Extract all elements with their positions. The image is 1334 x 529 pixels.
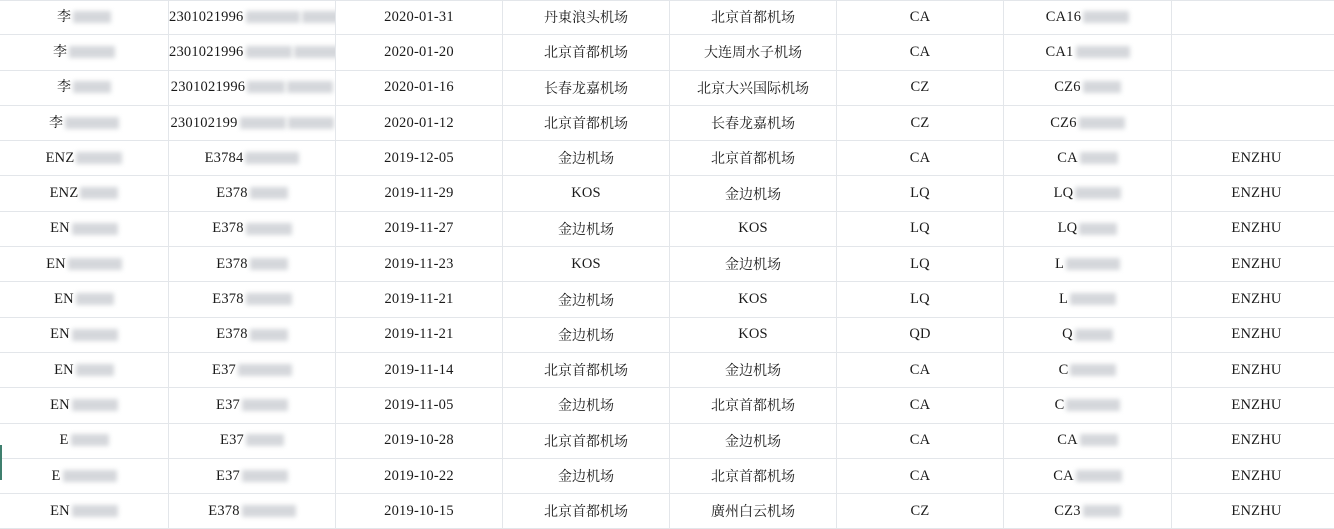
cell-flight-number: [1004, 388, 1172, 423]
passenger-name-text: 李: [49, 116, 63, 130]
cell-departure-airport: KOS: [503, 247, 670, 282]
redaction-blur: [1075, 329, 1113, 341]
cell-passenger-name: [0, 0, 169, 35]
cell-departure-airport: KOS: [503, 176, 670, 211]
redaction-blur: [245, 152, 299, 164]
cell-flight-date: 2019-11-27: [336, 211, 503, 246]
flight-number-text: CA: [1053, 469, 1074, 484]
cell-agent-name: ENZHU: [1172, 176, 1334, 211]
cell-passenger-name: [0, 388, 169, 423]
cell-agent-name: ENZHU: [1172, 317, 1334, 352]
cell-flight-date: 2019-11-14: [336, 352, 503, 387]
cell-flight-number: [1004, 247, 1172, 282]
cell-flight-number: [1004, 141, 1172, 176]
cell-arrival-airport: 金边机场: [670, 352, 837, 387]
cell-agent-name: [1172, 35, 1334, 70]
cell-id-number: [169, 352, 336, 387]
redaction-blur: [72, 223, 118, 235]
cell-agent-name: ENZHU: [1172, 352, 1334, 387]
cell-passenger-name: [0, 423, 169, 458]
cell-arrival-airport: KOS: [670, 282, 837, 317]
cell-flight-number: [1004, 211, 1172, 246]
redaction-blur: [246, 11, 300, 23]
cell-flight-date: 2019-10-28: [336, 423, 503, 458]
cell-airline-code: CA: [837, 35, 1004, 70]
table-row[interactable]: [0, 141, 1334, 176]
cell-id-number: [169, 388, 336, 423]
redaction-blur: [302, 11, 336, 23]
redaction-blur: [246, 46, 292, 58]
cell-flight-date: 2020-01-12: [336, 105, 503, 140]
cell-flight-date: 2019-10-22: [336, 458, 503, 493]
passenger-name-text: ENZ: [46, 151, 75, 166]
redaction-blur: [71, 434, 109, 446]
cell-id-number: [169, 317, 336, 352]
redaction-blur: [242, 470, 288, 482]
cell-flight-number: [1004, 0, 1172, 35]
cell-departure-airport: 金边机场: [503, 141, 670, 176]
cell-agent-name: [1172, 70, 1334, 105]
cell-agent-name: [1172, 105, 1334, 140]
cell-arrival-airport: 大连周水子机场: [670, 35, 837, 70]
redaction-blur: [73, 81, 111, 93]
cell-flight-number: [1004, 70, 1172, 105]
cell-departure-airport: 长春龙嘉机场: [503, 70, 670, 105]
table-row[interactable]: [0, 317, 1334, 352]
cell-departure-airport: 北京首都机场: [503, 352, 670, 387]
cell-departure-airport: 金边机场: [503, 458, 670, 493]
cell-flight-date: 2020-01-16: [336, 70, 503, 105]
flight-number-text: C: [1059, 363, 1069, 378]
cell-passenger-name: [0, 105, 169, 140]
id-number-text: E37: [220, 433, 244, 448]
redaction-blur: [1080, 434, 1118, 446]
redaction-blur: [1066, 399, 1120, 411]
cell-flight-number: [1004, 282, 1172, 317]
redaction-blur: [287, 81, 333, 93]
cell-airline-code: CZ: [837, 105, 1004, 140]
cell-agent-name: ENZHU: [1172, 494, 1334, 529]
cell-arrival-airport: 北京首都机场: [670, 141, 837, 176]
cell-id-number: [169, 423, 336, 458]
passenger-name-text: EN: [46, 257, 66, 272]
cell-id-number: [169, 176, 336, 211]
passenger-name-text: EN: [50, 221, 70, 236]
cell-airline-code: LQ: [837, 247, 1004, 282]
redaction-blur: [288, 117, 334, 129]
flight-number-text: CZ3: [1054, 504, 1080, 519]
flight-number-text: LQ: [1058, 221, 1078, 236]
table-row[interactable]: [0, 352, 1334, 387]
passenger-name-text: EN: [50, 504, 70, 519]
redaction-blur: [1070, 364, 1116, 376]
flight-number-text: CZ6: [1050, 116, 1076, 131]
redaction-blur: [1066, 258, 1120, 270]
cell-flight-number: [1004, 317, 1172, 352]
cell-flight-date: 2020-01-20: [336, 35, 503, 70]
cell-id-number: [169, 0, 336, 35]
cell-id-number: [169, 70, 336, 105]
cell-flight-date: 2019-12-05: [336, 141, 503, 176]
passenger-name-text: EN: [50, 327, 70, 342]
cell-passenger-name: [0, 247, 169, 282]
cell-agent-name: ENZHU: [1172, 141, 1334, 176]
table-row[interactable]: [0, 211, 1334, 246]
redaction-blur: [246, 293, 292, 305]
cell-airline-code: CZ: [837, 70, 1004, 105]
cell-id-number: [169, 494, 336, 529]
id-number-text: E378: [212, 292, 243, 307]
flight-number-text: CA: [1057, 433, 1078, 448]
table-row[interactable]: [0, 35, 1334, 70]
cell-passenger-name: [0, 494, 169, 529]
cell-passenger-name: [0, 35, 169, 70]
passenger-name-text: 李: [53, 45, 67, 59]
passenger-name-text: E: [51, 469, 60, 484]
flight-number-text: L: [1055, 257, 1064, 272]
cell-departure-airport: 北京首都机场: [503, 105, 670, 140]
cell-id-number: [169, 105, 336, 140]
cell-passenger-name: [0, 317, 169, 352]
id-number-text: E378: [208, 504, 239, 519]
cell-agent-name: ENZHU: [1172, 282, 1334, 317]
cell-airline-code: CA: [837, 388, 1004, 423]
redaction-blur: [1076, 46, 1130, 58]
cell-flight-date: 2019-11-05: [336, 388, 503, 423]
cell-arrival-airport: 北京首都机场: [670, 0, 837, 35]
row-selection-marker: [0, 445, 2, 480]
id-number-text: E378: [216, 257, 247, 272]
redaction-blur: [80, 187, 118, 199]
cell-departure-airport: 金边机场: [503, 317, 670, 352]
cell-agent-name: ENZHU: [1172, 388, 1334, 423]
redaction-blur: [1083, 81, 1121, 93]
table-top-divider: [0, 0, 1334, 1]
flight-number-text: Q: [1062, 327, 1073, 342]
cell-id-number: [169, 211, 336, 246]
table-row[interactable]: [0, 282, 1334, 317]
passenger-name-text: 李: [57, 10, 71, 24]
cell-airline-code: CA: [837, 0, 1004, 35]
cell-flight-number: [1004, 458, 1172, 493]
cell-flight-date: 2019-10-15: [336, 494, 503, 529]
redaction-blur: [76, 152, 122, 164]
id-number-text: E37: [216, 469, 240, 484]
redaction-blur: [247, 81, 285, 93]
redaction-blur: [1080, 152, 1118, 164]
cell-id-number: [169, 141, 336, 176]
redaction-blur: [1083, 505, 1121, 517]
cell-flight-number: [1004, 494, 1172, 529]
id-number-text: E378: [212, 221, 243, 236]
redaction-blur: [69, 46, 115, 58]
passenger-name-text: 李: [57, 80, 71, 94]
cell-flight-number: [1004, 35, 1172, 70]
redaction-blur: [250, 258, 288, 270]
redaction-blur: [246, 223, 292, 235]
table-row[interactable]: [0, 105, 1334, 140]
cell-arrival-airport: 北京首都机场: [670, 458, 837, 493]
id-number-text: 230102199: [170, 116, 237, 131]
cell-departure-airport: 金边机场: [503, 388, 670, 423]
id-number-text: E378: [216, 327, 247, 342]
flight-number-text: C: [1055, 398, 1065, 413]
cell-airline-code: LQ: [837, 282, 1004, 317]
redaction-blur: [1079, 223, 1117, 235]
table-row[interactable]: [0, 458, 1334, 493]
cell-flight-number: [1004, 105, 1172, 140]
cell-flight-date: 2020-01-31: [336, 0, 503, 35]
cell-passenger-name: [0, 211, 169, 246]
cell-arrival-airport: 长春龙嘉机场: [670, 105, 837, 140]
passenger-name-text: ENZ: [50, 186, 79, 201]
cell-arrival-airport: 北京大兴国际机场: [670, 70, 837, 105]
cell-passenger-name: [0, 458, 169, 493]
cell-agent-name: ENZHU: [1172, 458, 1334, 493]
table-row[interactable]: [0, 388, 1334, 423]
cell-departure-airport: 丹東浪头机场: [503, 0, 670, 35]
cell-flight-date: 2019-11-29: [336, 176, 503, 211]
redaction-blur: [250, 329, 288, 341]
cell-id-number: [169, 458, 336, 493]
id-number-text: 2301021996: [169, 45, 244, 60]
redaction-blur: [72, 329, 118, 341]
cell-flight-number: [1004, 176, 1172, 211]
flight-number-text: CA: [1057, 151, 1078, 166]
redaction-blur: [1083, 11, 1129, 23]
cell-arrival-airport: 金边机场: [670, 423, 837, 458]
cell-passenger-name: [0, 282, 169, 317]
cell-airline-code: QD: [837, 317, 1004, 352]
cell-arrival-airport: KOS: [670, 317, 837, 352]
cell-flight-number: [1004, 423, 1172, 458]
id-number-text: E37: [216, 398, 240, 413]
cell-departure-airport: 金边机场: [503, 282, 670, 317]
table-row[interactable]: [0, 176, 1334, 211]
cell-agent-name: ENZHU: [1172, 423, 1334, 458]
passenger-name-text: E: [59, 433, 68, 448]
cell-departure-airport: 北京首都机场: [503, 494, 670, 529]
table-row[interactable]: [0, 247, 1334, 282]
cell-flight-number: [1004, 352, 1172, 387]
cell-agent-name: ENZHU: [1172, 211, 1334, 246]
cell-passenger-name: [0, 176, 169, 211]
cell-flight-date: 2019-11-21: [336, 317, 503, 352]
redaction-blur: [76, 364, 114, 376]
cell-airline-code: CA: [837, 141, 1004, 176]
redaction-blur: [242, 399, 288, 411]
cell-id-number: [169, 282, 336, 317]
redaction-blur: [68, 258, 122, 270]
cell-airline-code: CZ: [837, 494, 1004, 529]
redaction-blur: [294, 46, 336, 58]
cell-passenger-name: [0, 141, 169, 176]
cell-flight-date: 2019-11-21: [336, 282, 503, 317]
cell-airline-code: LQ: [837, 211, 1004, 246]
flight-number-text: L: [1059, 292, 1068, 307]
flight-number-text: LQ: [1054, 186, 1074, 201]
cell-flight-date: 2019-11-23: [336, 247, 503, 282]
redaction-blur: [1070, 293, 1116, 305]
table-row[interactable]: [0, 423, 1334, 458]
id-number-text: 2301021996: [171, 80, 246, 95]
cell-airline-code: CA: [837, 352, 1004, 387]
cell-arrival-airport: 北京首都机场: [670, 388, 837, 423]
cell-agent-name: [1172, 0, 1334, 35]
passenger-name-text: EN: [54, 363, 74, 378]
id-number-text: E37: [212, 363, 236, 378]
table-row[interactable]: [0, 0, 1334, 35]
redaction-blur: [72, 399, 118, 411]
cell-departure-airport: 北京首都机场: [503, 423, 670, 458]
cell-departure-airport: 北京首都机场: [503, 35, 670, 70]
id-number-text: 2301021996: [169, 10, 244, 25]
cell-departure-airport: 金边机场: [503, 211, 670, 246]
passenger-name-text: EN: [54, 292, 74, 307]
flight-number-text: CA16: [1046, 10, 1081, 25]
id-number-text: E3784: [205, 151, 244, 166]
redaction-blur: [1079, 117, 1125, 129]
cell-arrival-airport: 金边机场: [670, 176, 837, 211]
redaction-blur: [242, 505, 296, 517]
cell-airline-code: CA: [837, 458, 1004, 493]
cell-passenger-name: [0, 352, 169, 387]
redaction-blur: [238, 364, 292, 376]
cell-arrival-airport: 金边机场: [670, 247, 837, 282]
redaction-blur: [250, 187, 288, 199]
cell-arrival-airport: 廣州白云机场: [670, 494, 837, 529]
cell-arrival-airport: KOS: [670, 211, 837, 246]
id-number-text: E378: [216, 186, 247, 201]
redaction-blur: [1076, 470, 1122, 482]
cell-airline-code: LQ: [837, 176, 1004, 211]
table-row[interactable]: [0, 494, 1334, 529]
redaction-blur: [65, 117, 119, 129]
cell-id-number: [169, 35, 336, 70]
table-row[interactable]: [0, 70, 1334, 105]
flight-number-text: CA1: [1046, 45, 1074, 60]
redaction-blur: [63, 470, 117, 482]
cell-airline-code: CA: [837, 423, 1004, 458]
cell-id-number: [169, 247, 336, 282]
cell-agent-name: ENZHU: [1172, 247, 1334, 282]
redaction-blur: [72, 505, 118, 517]
passenger-name-text: EN: [50, 398, 70, 413]
redaction-blur: [246, 434, 284, 446]
redaction-blur: [1075, 187, 1121, 199]
flight-number-text: CZ6: [1054, 80, 1080, 95]
cell-passenger-name: [0, 70, 169, 105]
redaction-blur: [73, 11, 111, 23]
redaction-blur: [76, 293, 114, 305]
redaction-blur: [240, 117, 286, 129]
